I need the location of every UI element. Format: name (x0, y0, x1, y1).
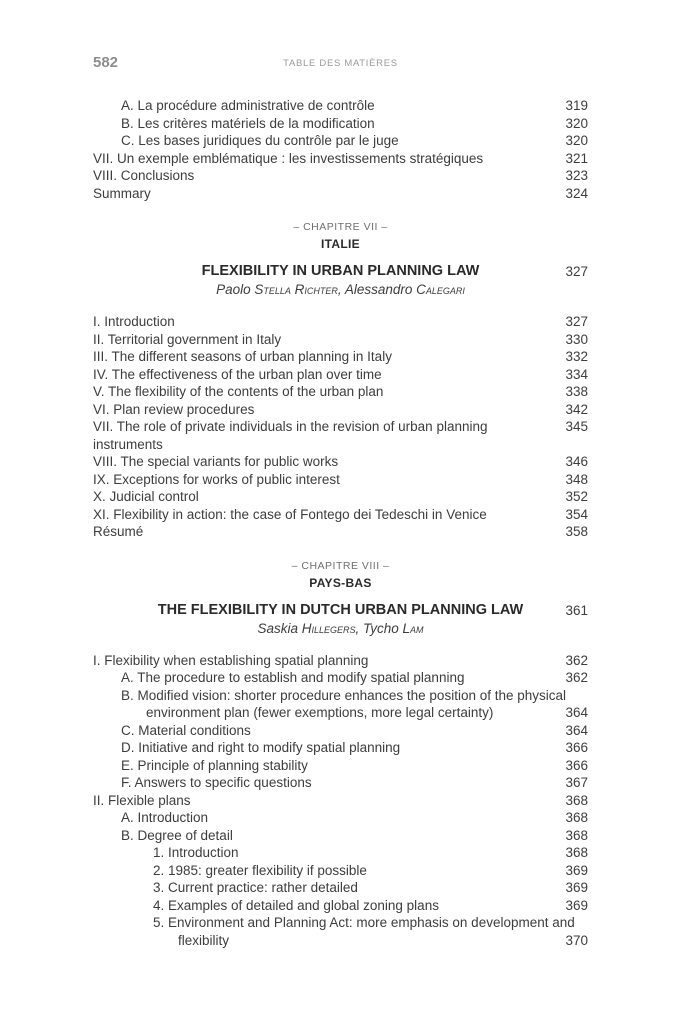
toc-entry-label: 3. Current practice: rather detailed (153, 880, 358, 895)
toc-entry-label: II. Territorial government in Italy (93, 331, 282, 347)
toc-entry-label: C. Les bases juridiques du contrôle par le juge (121, 133, 399, 148)
toc-entry (93, 774, 588, 792)
toc-entry (93, 167, 588, 185)
toc-entry-page: 358 (565, 524, 588, 539)
running-header: TABLE DES MATIÈRES (283, 58, 398, 69)
chapter-title: THE FLEXIBILITY IN DUTCH URBAN PLANNING LAW (157, 601, 524, 618)
toc-entry (93, 115, 588, 133)
toc-entry-page: 346 (565, 454, 588, 469)
chapter-authors (93, 281, 588, 298)
table-of-contents (93, 97, 588, 949)
toc-entry-page: 364 (565, 705, 588, 720)
chapter-authors (93, 620, 588, 637)
toc-entry-page: 348 (565, 471, 588, 487)
page-header (93, 54, 588, 73)
toc-entry-label: environment plan (fewer exemptions, more legal certainty) (146, 705, 494, 720)
toc-entry-page: 366 (565, 740, 588, 755)
toc-entry (93, 722, 588, 740)
author-name-part: Paolo (216, 282, 255, 297)
toc-entry (93, 401, 588, 419)
toc-entry-page: 368 (565, 827, 588, 843)
page-content (93, 54, 588, 949)
toc-entry-page: 362 (565, 670, 588, 685)
chapter-number: – CHAPITRE VII – (293, 221, 388, 233)
toc-entry-label: flexibility (178, 932, 230, 948)
toc-entry-page: 368 (565, 810, 588, 825)
toc-entry-page: 370 (565, 932, 588, 948)
author-name-part: Calegari (416, 282, 465, 297)
chapter-place: ITALIE (321, 237, 360, 251)
toc-entry-label: B. Les critères matériels de la modification (121, 115, 375, 131)
toc-entry (93, 471, 588, 489)
toc-entry (93, 366, 588, 384)
toc-entry-label: 5. Environment and Planning Act: more emphasis on development and (153, 915, 575, 930)
toc-entry-label: VII. Un exemple emblématique : les investissements stratégiques (93, 150, 484, 166)
toc-entry-label: V. The flexibility of the contents of the urban plan (93, 384, 384, 399)
toc-entry (93, 704, 588, 722)
toc-entry (93, 523, 588, 541)
toc-entry (93, 827, 588, 845)
toc-entry (93, 739, 588, 757)
toc-entry (93, 348, 588, 366)
toc-entry-page: 342 (565, 401, 588, 417)
toc-entry-page: 334 (565, 366, 588, 382)
toc-entry (93, 757, 588, 775)
author-name-part: Hillegers (301, 620, 356, 636)
author-name-part: Stella Richter (254, 282, 338, 297)
toc-entry-label: A. La procédure administrative de contrôle (121, 98, 375, 113)
toc-entry-label: VI. Plan review procedures (93, 401, 255, 417)
toc-entry (93, 313, 588, 331)
toc-entry-label: A. Introduction (121, 810, 209, 825)
toc-entry-page: 366 (565, 757, 588, 773)
toc-entry-label: Summary (93, 185, 151, 201)
toc-entry-label: B. Modified vision: shorter procedure enhances the position of the physical (121, 687, 567, 703)
toc-entry (93, 669, 588, 687)
toc-entry-label: I. Introduction (93, 314, 175, 329)
toc-entry (93, 331, 588, 349)
page-number: 582 (93, 54, 119, 71)
chapter-heading (93, 560, 588, 590)
toc-entry (93, 932, 588, 950)
toc-entry-page: 354 (565, 506, 588, 522)
toc-entry-label: A. The procedure to establish and modify spatial planning (121, 670, 465, 685)
toc-entry-label: IX. Exceptions for works of public interest (93, 471, 340, 487)
toc-entry-label: Résumé (93, 524, 144, 539)
toc-entry (93, 97, 588, 115)
toc-entry-label: I. Flexibility when establishing spatial planning (93, 652, 369, 668)
toc-entry (93, 809, 588, 827)
chapter-place: PAYS-BAS (309, 575, 372, 590)
toc-entry-label: C. Material conditions (121, 722, 251, 738)
toc-entry-label: 2. 1985: greater flexibility if possible (153, 862, 367, 878)
toc-entry-page: 320 (565, 133, 588, 148)
toc-entry (93, 652, 588, 670)
toc-entry (93, 687, 588, 705)
chapter-title-row (93, 601, 588, 619)
toc-entry-label: XI. Flexibility in action: the case of Fontego dei Tedeschi in Venice (93, 506, 487, 522)
author-name-part: Lam (402, 620, 424, 636)
toc-entry-page: 323 (565, 168, 588, 183)
toc-entry-page: 369 (565, 862, 588, 878)
toc-entry-page: 320 (565, 115, 588, 131)
toc-entry-page: 367 (565, 775, 588, 790)
toc-entry-page: 368 (565, 845, 588, 860)
chapter-title-page: 361 (565, 602, 588, 618)
toc-entry-label: VIII. The special variants for public works (93, 454, 339, 469)
toc-entry-label: X. Judicial control (93, 489, 199, 504)
chapter-title-page: 327 (565, 264, 588, 279)
toc-entry-page: 338 (565, 384, 588, 399)
toc-entry-page: 332 (565, 349, 588, 364)
toc-entry-label: B. Degree of detail (121, 827, 233, 843)
toc-entry-label: VII. The role of private individuals in the revision of urban planning instruments (93, 419, 488, 452)
toc-entry-label: 1. Introduction (153, 845, 239, 860)
toc-entry (93, 844, 588, 862)
toc-entry-page: 345 (565, 419, 588, 434)
toc-entry-label: VIII. Conclusions (93, 168, 195, 183)
toc-entry (93, 862, 588, 880)
toc-entry-label: 4. Examples of detailed and global zoning plans (153, 897, 439, 913)
toc-entry (93, 879, 588, 897)
author-name-part: , Tycho (355, 620, 403, 636)
toc-entry (93, 792, 588, 810)
author-name-part: , Alessandro (337, 282, 417, 297)
toc-entry-page: 362 (565, 652, 588, 668)
toc-entry-label: D. Initiative and right to modify spatial planning (121, 740, 401, 755)
toc-entry-page: 321 (565, 150, 588, 166)
toc-entry-page: 319 (565, 98, 588, 113)
toc-entry (93, 132, 588, 150)
toc-entry-label: F. Answers to specific questions (121, 775, 312, 790)
chapter-title-row (93, 262, 588, 280)
toc-entry-page: 352 (565, 489, 588, 504)
toc-entry-label: II. Flexible plans (93, 792, 191, 808)
toc-entry (93, 897, 588, 915)
toc-entry-page: 327 (565, 314, 588, 329)
toc-entry (93, 453, 588, 471)
toc-entry (93, 383, 588, 401)
toc-entry-page: 368 (565, 792, 588, 808)
toc-entry-page: 369 (565, 897, 588, 913)
toc-entry-page: 369 (565, 880, 588, 895)
toc-entry-label: III. The different seasons of urban planning in Italy (93, 349, 392, 364)
toc-entry (93, 506, 588, 524)
chapter-number: – CHAPITRE VIII – (291, 559, 390, 572)
toc-entry-page: 324 (565, 185, 588, 201)
toc-entry-label: IV. The effectiveness of the urban plan over time (93, 366, 382, 382)
toc-entry-page: 330 (565, 331, 588, 347)
toc-entry (93, 150, 588, 168)
author-name-part: Saskia (257, 620, 302, 636)
toc-entry-label: E. Principle of planning stability (121, 757, 308, 773)
toc-entry (93, 418, 588, 453)
chapter-title: FLEXIBILITY IN URBAN PLANNING LAW (201, 263, 480, 279)
toc-entry (93, 488, 588, 506)
chapter-heading (93, 221, 588, 251)
toc-entry-page: 364 (565, 722, 588, 738)
toc-entry (93, 185, 588, 203)
toc-entry (93, 914, 588, 932)
